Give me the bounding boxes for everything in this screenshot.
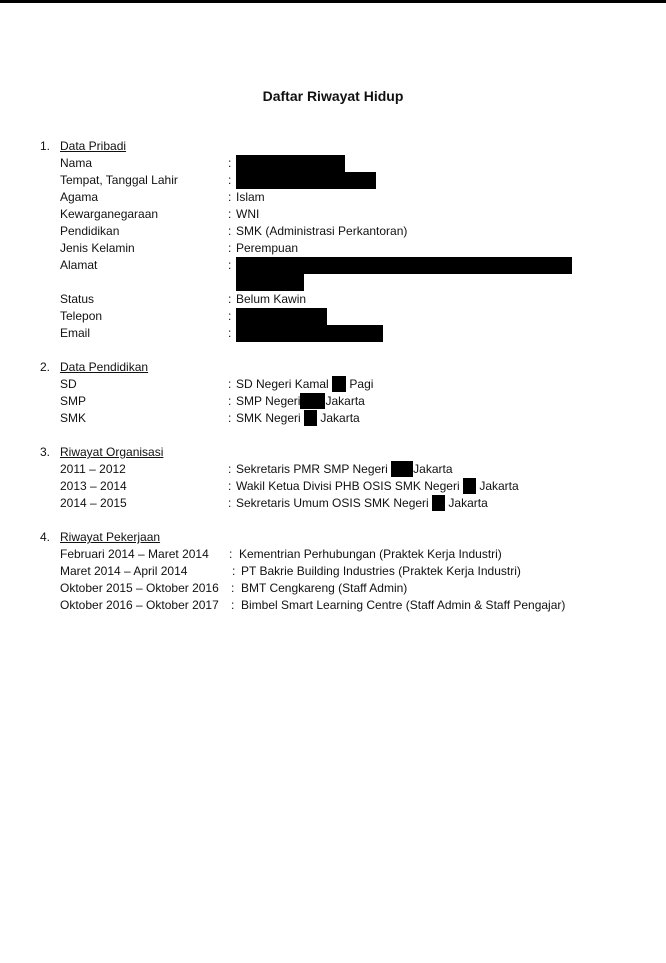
field-label: Nama	[60, 156, 93, 170]
colon: :	[228, 496, 232, 510]
field-value: PT Bakrie Building Industries (Praktek Kerja Industri)	[241, 564, 521, 578]
value-text: Jakarta	[320, 411, 360, 425]
redacted-value	[236, 274, 304, 291]
field-label: Oktober 2015 – Oktober 2016	[60, 581, 219, 595]
field-label: Alamat	[60, 258, 98, 272]
colon: :	[231, 581, 235, 595]
colon: :	[228, 224, 232, 238]
field-label: Tempat, Tanggal Lahir	[60, 173, 178, 187]
education-row	[0, 376, 666, 393]
field-value	[236, 393, 365, 410]
colon: :	[228, 173, 232, 187]
colon: :	[232, 564, 236, 578]
section-heading: Data Pribadi	[60, 139, 127, 153]
colon: :	[228, 207, 232, 221]
organization-row	[0, 478, 666, 495]
field-label: Telepon	[60, 309, 103, 323]
value-text: Jakarta	[325, 394, 365, 408]
work-row	[0, 580, 666, 597]
section-number: 2.	[40, 360, 51, 374]
section-data-pribadi	[0, 138, 666, 342]
redacted-value	[236, 155, 345, 172]
field-nama	[0, 155, 666, 172]
field-label: 2013 – 2014	[60, 479, 127, 493]
field-label: Oktober 2016 – Oktober 2017	[60, 598, 219, 612]
redacted-value	[300, 393, 325, 409]
colon: :	[228, 309, 232, 323]
redacted-value	[432, 495, 445, 511]
value-text: Jakarta	[448, 496, 488, 510]
value-text: SD Negeri Kamal	[236, 377, 329, 391]
colon: :	[228, 394, 232, 408]
field-value	[236, 478, 519, 495]
field-label: Kewarganegaraan	[60, 207, 159, 221]
field-email	[0, 325, 666, 342]
field-alamat-line2	[0, 274, 666, 291]
field-value: Bimbel Smart Learning Centre (Staff Admin & Staff Pengajar)	[241, 598, 566, 612]
section-number: 4.	[40, 530, 51, 544]
field-value	[236, 461, 453, 478]
document-title: Daftar Riwayat Hidup	[262, 88, 404, 104]
field-kewarganegaraan	[0, 206, 666, 223]
field-alamat	[0, 257, 666, 274]
field-label: Status	[60, 292, 95, 306]
field-jenis-kelamin	[0, 240, 666, 257]
value-text: Sekretaris PMR SMP Negeri	[236, 462, 388, 476]
field-label: 2011 – 2012	[60, 462, 126, 476]
redacted-value	[332, 376, 346, 392]
colon: :	[229, 547, 233, 561]
field-label: SMP	[60, 394, 87, 408]
field-label: Maret 2014 – April 2014	[60, 564, 188, 578]
field-value	[236, 410, 360, 427]
colon: :	[228, 377, 232, 391]
field-telepon	[0, 308, 666, 325]
value-text: Sekretaris Umum OSIS SMK Negeri	[236, 496, 429, 510]
colon: :	[228, 479, 232, 493]
redacted-value	[236, 325, 383, 342]
value-text: Pagi	[349, 377, 374, 391]
value-text: Jakarta	[479, 479, 519, 493]
colon: :	[228, 411, 232, 425]
field-value: Kementrian Perhubungan (Praktek Kerja Industri)	[239, 547, 502, 561]
section-heading: Riwayat Organisasi	[60, 445, 164, 459]
education-row	[0, 393, 666, 410]
colon: :	[228, 462, 232, 476]
field-value: Islam	[236, 190, 265, 204]
section-riwayat-pekerjaan	[0, 529, 666, 614]
work-row	[0, 597, 666, 614]
document-body	[0, 138, 666, 631]
education-row	[0, 410, 666, 427]
colon: :	[228, 156, 232, 170]
colon: :	[231, 598, 235, 612]
colon: :	[228, 241, 232, 255]
colon: :	[228, 258, 232, 272]
redacted-value	[236, 257, 572, 274]
field-ttl	[0, 172, 666, 189]
redacted-value	[463, 478, 476, 494]
field-agama	[0, 189, 666, 206]
section-riwayat-organisasi	[0, 444, 666, 512]
field-label: Agama	[60, 190, 99, 204]
section-number: 1.	[40, 139, 51, 153]
field-status	[0, 291, 666, 308]
field-pendidikan	[0, 223, 666, 240]
section-heading: Data Pendidikan	[60, 360, 149, 374]
field-label: Jenis Kelamin	[60, 241, 135, 255]
field-value: Belum Kawin	[236, 292, 307, 306]
field-value: Perempuan	[236, 241, 299, 255]
organization-row	[0, 495, 666, 512]
field-label: 2014 – 2015	[60, 496, 127, 510]
field-value	[236, 495, 488, 512]
section-heading: Riwayat Pekerjaan	[60, 530, 161, 544]
colon: :	[228, 292, 232, 306]
work-row	[0, 563, 666, 580]
colon: :	[228, 326, 232, 340]
field-value: WNI	[236, 207, 260, 221]
field-label: SMK	[60, 411, 87, 425]
field-label: Email	[60, 326, 91, 340]
value-text: SMP Negeri	[236, 394, 301, 408]
field-value: BMT Cengkareng (Staff Admin)	[241, 581, 408, 595]
work-row	[0, 546, 666, 563]
redacted-value	[304, 410, 317, 426]
value-text: Jakarta	[413, 462, 453, 476]
redacted-value	[391, 461, 413, 477]
field-value: SMK (Administrasi Perkantoran)	[236, 224, 408, 238]
field-label: Februari 2014 – Maret 2014	[60, 547, 209, 561]
top-border	[0, 0, 666, 3]
colon: :	[228, 190, 232, 204]
redacted-value	[236, 172, 376, 189]
section-data-pendidikan	[0, 359, 666, 427]
organization-row	[0, 461, 666, 478]
field-label: Pendidikan	[60, 224, 120, 238]
redacted-value	[236, 308, 327, 325]
field-value	[236, 376, 373, 393]
field-label: SD	[60, 377, 77, 391]
value-text: SMK Negeri	[236, 411, 301, 425]
value-text: Wakil Ketua Divisi PHB OSIS SMK Negeri	[236, 479, 460, 493]
section-number: 3.	[40, 445, 51, 459]
